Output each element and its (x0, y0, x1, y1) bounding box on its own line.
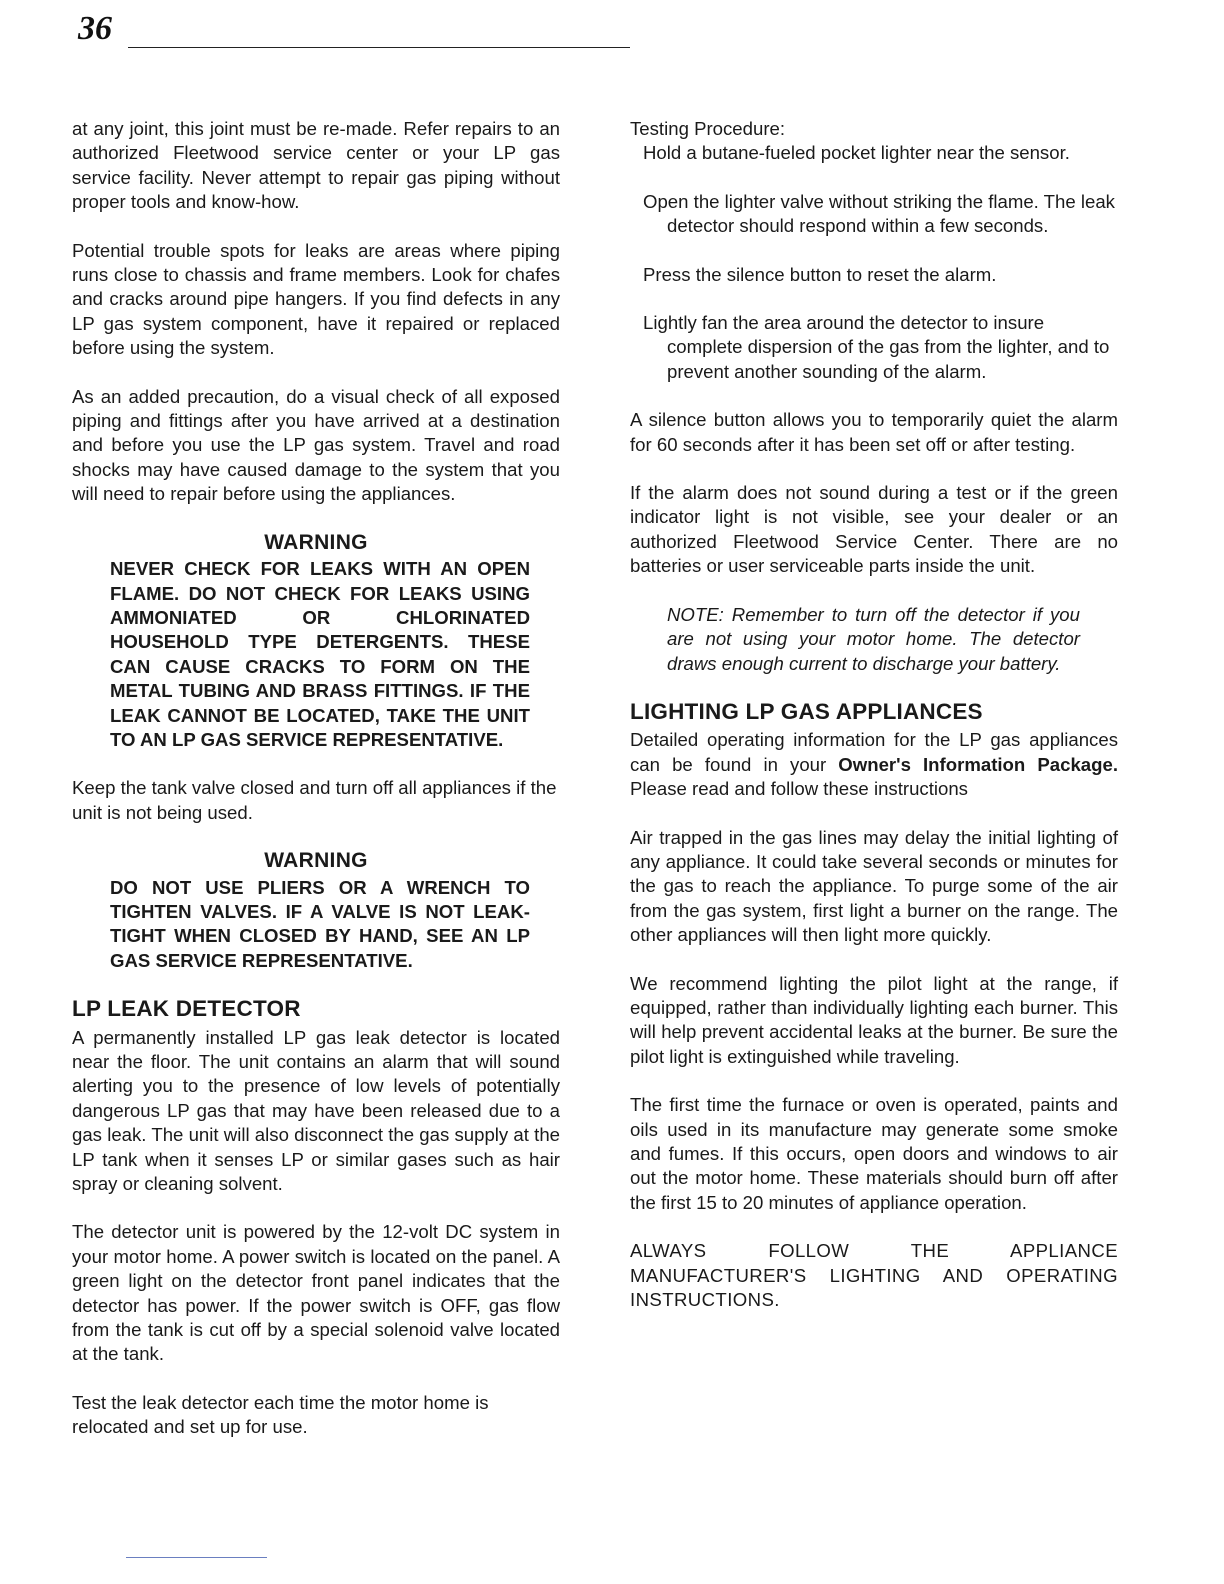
lighting-intro-text-end: Please read and follow these instructions (630, 778, 968, 800)
warning-body: DO NOT USE PLIERS OR A WRENCH TO TIGHTEN VALVES. IF A VALVE IS NOT LEAK-TIGHT WHEN CLOSED BY HAND, SEE AN LP GAS SERVICE REPRESENTATIVE. (110, 876, 530, 971)
always-follow-paragraph: ALWAYS FOLLOW THE APPLIANCE MANUFACTURER'S LIGHTING AND OPERATING INSTRUCTIONS. (630, 1240, 1118, 1311)
owners-package-title: Owner's Information Package. (838, 753, 1118, 775)
note: NOTE: Remember to turn off the detector if you are not using your motor home. The detector draws enough current to discharge your battery. (667, 603, 1080, 674)
leak-detector-heading: LP LEAK DETECTOR (72, 996, 301, 1022)
furnace-paragraph: The first time the furnace or oven is operated, paints and oils used in its manufacture may generate some smoke and fumes. If this occurs, open doors and windows to air out the motor home. These materials should burn off after the first 15 to 20 minutes of appliance operation. (630, 1094, 1118, 1213)
warning-body: NEVER CHECK FOR LEAKS WITH AN OPEN FLAME. DO NOT CHECK FOR LEAKS USING AMMONIATED OR CHLORINATED HOUSEHOLD TYPE DETERGENTS. THESE CAN CAUSE CRACKS TO FORM ON THE METAL TUBING AND BRASS FITTINGS. IF THE LEAK CANNOT BE LOCATED, TAKE THE UNIT TO AN LP GAS SERVICE REPRESENTATIVE. (110, 558, 530, 750)
testing-label: Testing Procedure: (630, 118, 786, 139)
header-rule (128, 47, 630, 48)
footer-rule (126, 1557, 267, 1558)
right-column (630, 117, 1118, 1336)
pilot-paragraph: We recommend lighting the pilot light at the range, if equipped, rather than individually lighting each burner. This will help prevent accidental leaks at the burner. Be sure the pilot light is extinguished while traveling. (630, 972, 1118, 1067)
alarm-fail-paragraph: If the alarm does not sound during a test or if the green indicator light is not visible, see your dealer or an authorized Fleetwood Service Center. There are no batteries or user serviceable parts inside the unit. (630, 482, 1118, 577)
air-paragraph: Air trapped in the gas lines may delay the initial lighting of any appliance. It could take several seconds or minutes for the gas to reach the appliance. To purge some of the air from the gas system, first light a burner on the range. The other appliances will then light more quickly. (630, 826, 1118, 946)
testing-procedure (630, 117, 1118, 384)
warning-box-2 (72, 849, 560, 973)
trouble-spots-paragraph: Potential trouble spots for leaks are areas where piping runs close to chassis and frame members. Look for chafes and cracks around pipe hangers. If you find defects in any LP gas system component, have it repaired or replaced before using the system. (72, 239, 560, 359)
page-number: 36 (78, 10, 112, 47)
warning-box-1 (72, 531, 560, 753)
left-column (72, 117, 560, 1464)
tank-valve-paragraph: Keep the tank valve closed and turn off all appliances if the unit is not being used. (72, 777, 557, 823)
testing-step: Press the silence button to reset the alarm. (643, 263, 997, 285)
testing-step: Hold a butane-fueled pocket lighter near the sensor. (643, 142, 1070, 164)
lighting-intro-paragraph (630, 728, 1118, 801)
power-paragraph: The detector unit is powered by the 12-volt DC system in your motor home. A power switch is located on the panel. A green light on the detector front panel indicates that the detector has power. If the power switch is OFF, gas flow from the tank is cut off by a special solenoid valve located at the tank. (72, 1221, 560, 1365)
silence-paragraph: A silence button allows you to temporarily quiet the alarm for 60 seconds after it has been set off or after testing. (630, 409, 1118, 455)
testing-step: Open the lighter valve without striking the flame. The leak detector should respond within a few seconds. (643, 190, 1115, 237)
test-paragraph: Test the leak detector each time the motor home is relocated and set up for use. (72, 1391, 489, 1438)
warning-title: WARNING (264, 530, 368, 554)
precaution-paragraph: As an added precaution, do a visual check of all exposed piping and fittings after you have arrived at a destination and before you use the LP gas system. Travel and road shocks may have caused damage to the system that you will need to repair before using the appliances. (72, 385, 560, 505)
lighting-intro-text: Detailed operating information for the LP gas appliances can be found in your (630, 729, 1118, 775)
lighting-heading: LIGHTING LP GAS APPLIANCES (630, 698, 983, 724)
intro-paragraph: at any joint, this joint must be re-made. Refer repairs to an authorized Fleetwood service center or your LP gas service facility. Never attempt to repair gas piping without proper tools and know-how. (72, 118, 560, 213)
testing-step: Lightly fan the area around the detector to insure complete dispersion of the gas from the lighter, and to prevent another sounding of the alarm. (643, 312, 1110, 382)
warning-title: WARNING (264, 849, 368, 873)
leak-detector-paragraph: A permanently installed LP gas leak detector is located near the floor. The unit contains an alarm that will sound alerting you to the presence of low levels of potentially dangerous LP gas that may have been released due to a gas leak. The unit will also disconnect the gas supply at the LP tank when it senses LP or similar gases such as hair spray or cleaning solvent. (72, 1026, 560, 1195)
